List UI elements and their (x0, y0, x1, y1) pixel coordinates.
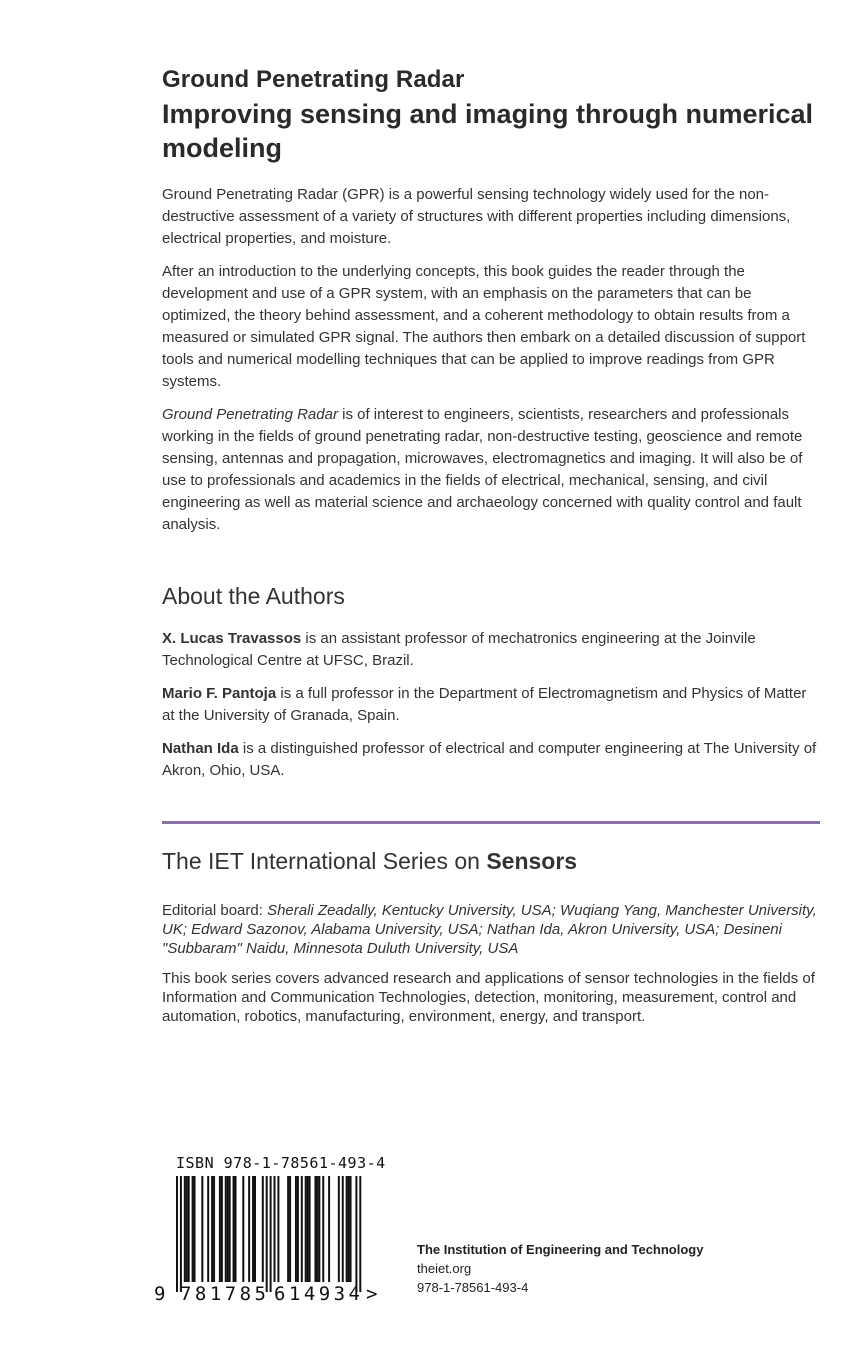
barcode-bar (318, 1176, 320, 1282)
series-heading (162, 848, 822, 875)
barcode-bar (328, 1176, 330, 1282)
book-title: Ground Penetrating Radar (162, 66, 465, 93)
barcode-bar (248, 1176, 250, 1282)
section-divider (162, 821, 820, 824)
description-paragraph-3 (162, 404, 822, 536)
author-name: Nathan Ida (162, 740, 239, 757)
author-bio-text: is a distinguished professor of electrical and computer engineering at The University of Akron, Ohio, USA. (162, 740, 817, 779)
barcode-bar (176, 1176, 178, 1292)
book-subtitle: Improving sensing and imaging through numerical modeling (162, 99, 814, 163)
barcode-bar (289, 1176, 291, 1282)
publisher-isbn: 978-1-78561-493-4 (417, 1280, 529, 1295)
barcode-bar (227, 1176, 229, 1282)
barcode-bar (201, 1176, 203, 1282)
barcode-first-digit: 9 (154, 1283, 166, 1304)
barcode-bar (307, 1176, 309, 1282)
barcode-bar (219, 1176, 221, 1282)
barcode-bar (180, 1176, 182, 1292)
editorial-board (162, 901, 822, 958)
description-paragraph-2: After an introduction to the underlying concepts, this book guides the reader through the development and use of a GPR system, with an emphasis on the parameters that can be optimized, the theory behind assessment, and a coherent methodology to obtain results from a measured or simulated GPR signal. The authors then embark on a detailed discussion of support tools and numerical modelling techniques that can be applied to improve readings from GPR systems. (162, 263, 806, 390)
barcode-bar (192, 1176, 194, 1282)
barcode-bar (186, 1176, 188, 1282)
book-title-italic: Ground Penetrating Radar (162, 406, 338, 423)
author-bio-text: is a full professor in the Department of Electromagnetism and Physics of Matter at the University of Granada, Spain. (162, 685, 807, 724)
barcode-bar (211, 1176, 213, 1282)
barcode-bar (297, 1176, 299, 1282)
barcode-bar (270, 1176, 272, 1292)
barcode-bar (252, 1176, 254, 1282)
isbn-label: ISBN 978-1-78561-493-4 (176, 1154, 386, 1172)
barcode-bar (254, 1176, 256, 1282)
barcode-bar (277, 1176, 279, 1282)
barcode-bar (274, 1176, 276, 1282)
publisher-block (417, 1240, 703, 1297)
editorial-board-members: Sherali Zeadally, Kentucky University, USA; Wuqiang Yang, Manchester University, UK; Edward Sazonov, Alabama University, USA; Nathan Ida, Akron University, USA; Desineni "Subbaram" Naidu, Minnesota Duluth University, USA (162, 902, 817, 957)
barcode-bar (305, 1176, 307, 1282)
barcode-bar (309, 1176, 311, 1282)
description-paragraph-1: Ground Penetrating Radar (GPR) is a powerful sensing technology widely used for the non-destructive assessment of a variety of structures with different properties including dimensions, electrical properties, and moisture. (162, 186, 791, 247)
barcode-end-mark: > (366, 1283, 378, 1304)
barcode-bar (229, 1176, 231, 1282)
barcode-bar (262, 1176, 264, 1282)
author-bio (162, 683, 822, 727)
barcode-bar (287, 1176, 289, 1282)
barcode-bar (346, 1176, 348, 1282)
author-bio (162, 628, 822, 672)
barcode-bar (348, 1176, 350, 1282)
publisher-name: The Institution of Engineering and Technology (417, 1242, 704, 1257)
barcode-bar (355, 1176, 357, 1292)
barcode-bar (242, 1176, 244, 1282)
barcode-bar (314, 1176, 316, 1282)
barcode-bar (188, 1176, 190, 1282)
barcode-right-digits: 614934 (274, 1283, 360, 1304)
barcode-bar (295, 1176, 297, 1282)
barcode-bars (176, 1176, 361, 1292)
barcode-bar (266, 1176, 268, 1292)
barcode-bar (233, 1176, 235, 1282)
barcode-bar (213, 1176, 215, 1282)
barcode-bar (350, 1176, 352, 1282)
barcode-bar (316, 1176, 318, 1282)
barcode-bar (235, 1176, 237, 1282)
description-paragraph-3-text: is of interest to engineers, scientists, researchers and professionals working in the fields of ground penetrating radar, non-destructive testing, geoscience and remote sensing, antennas and propagation, microwaves, electromagnetics and imaging. It will also be of use to professionals and academics in the fields of electrical, mechanical, sensing, and civil engineering as well as material science and archaeology concerned with quality control and fault analysis. (162, 406, 803, 533)
series-name: Sensors (486, 848, 578, 874)
barcode-bar (338, 1176, 340, 1282)
barcode-left-digits: 781785 (180, 1283, 266, 1304)
author-name: X. Lucas Travassos (162, 630, 302, 647)
about-authors-heading: About the Authors (162, 583, 345, 609)
barcode-bar (221, 1176, 223, 1282)
barcode-bar (207, 1176, 209, 1282)
author-name: Mario F. Pantoja (162, 685, 277, 702)
series-description: This book series covers advanced research and applications of sensor technologies in the fields of Information and Communication Technologies, detection, monitoring, measurement, control and automation, robotics, manufacturing, environment, energy, and transport. (162, 970, 815, 1025)
isbn-barcode (152, 1176, 384, 1304)
author-bio (162, 738, 822, 782)
editorial-board-label: Editorial board: (162, 902, 268, 919)
barcode-bar (359, 1176, 361, 1292)
barcode-bar (342, 1176, 344, 1282)
barcode-bar (301, 1176, 303, 1282)
barcode-bar (194, 1176, 196, 1282)
series-prefix: The IET International Series on (162, 848, 487, 874)
barcode-bar (184, 1176, 186, 1282)
author-bio-text: is an assistant professor of mechatronics engineering at the Joinvile Technological Centre at UFSC, Brazil. (162, 630, 756, 669)
barcode-bar (322, 1176, 324, 1282)
publisher-website[interactable]: theiet.org (417, 1261, 472, 1276)
barcode-bar (225, 1176, 227, 1282)
